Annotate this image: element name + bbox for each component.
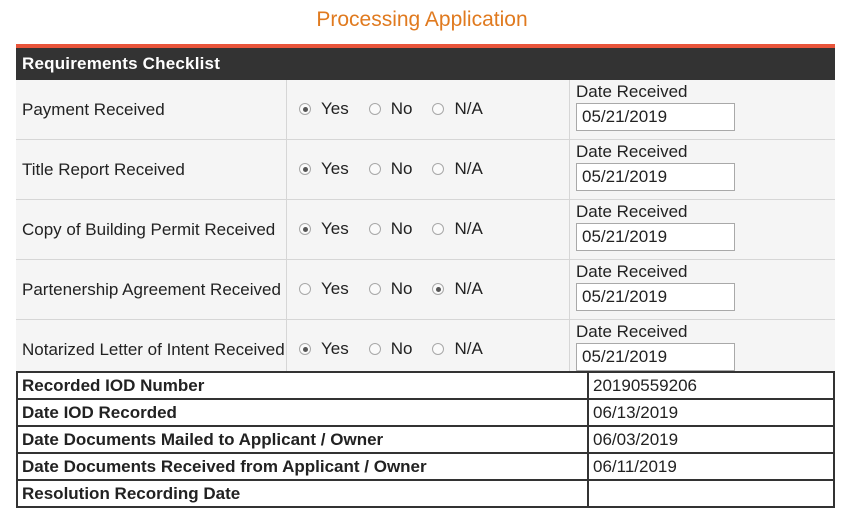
radio-option-yes[interactable] [299,159,349,179]
record-value: 06/03/2019 [588,426,834,453]
date-received-input[interactable] [576,343,735,371]
radio-option-na[interactable] [432,279,482,299]
radio-button-no[interactable] [369,283,381,295]
radio-button-yes[interactable] [299,103,311,115]
radio-label: No [390,219,413,238]
record-row [17,453,834,480]
radio-button-na[interactable] [432,343,444,355]
requirement-label: Title Report Received [16,140,287,200]
answer-radio-group [287,80,570,140]
record-label: Date Documents Received from Applicant / Owner [17,453,588,480]
radio-label: No [390,99,413,118]
date-received-label: Date Received [576,322,688,341]
radio-button-na[interactable] [432,223,444,235]
radio-option-na[interactable] [432,219,482,239]
date-received-cell [570,80,836,140]
radio-label: Yes [321,219,349,238]
radio-option-yes[interactable] [299,99,349,119]
radio-option-no[interactable] [369,99,413,119]
radio-label: N/A [454,99,483,118]
record-row [17,399,834,426]
checklist-row [16,80,835,140]
requirement-label: Notarized Letter of Intent Received [16,320,287,380]
record-value [588,480,834,507]
section-header: Requirements Checklist [16,48,835,80]
date-received-label: Date Received [576,142,688,161]
record-label: Resolution Recording Date [17,480,588,507]
date-received-label: Date Received [576,262,688,281]
record-value: 06/11/2019 [588,453,834,480]
radio-button-yes[interactable] [299,223,311,235]
radio-label: No [390,339,413,358]
radio-option-no[interactable] [369,279,413,299]
radio-option-no[interactable] [369,339,413,359]
record-value: 06/13/2019 [588,399,834,426]
date-received-label: Date Received [576,82,688,101]
radio-label: Yes [321,279,349,298]
record-value: 20190559206 [588,372,834,399]
radio-label: N/A [454,339,483,358]
radio-option-yes[interactable] [299,219,349,239]
radio-button-yes[interactable] [299,343,311,355]
record-row [17,372,834,399]
date-received-cell [570,260,836,320]
record-label: Recorded IOD Number [17,372,588,399]
record-row [17,480,834,507]
radio-label: Yes [321,99,349,118]
radio-button-na[interactable] [432,283,444,295]
requirements-checklist [16,44,835,380]
answer-radio-group [287,200,570,260]
date-received-input[interactable] [576,103,735,131]
date-received-input[interactable] [576,163,735,191]
record-label: Date Documents Mailed to Applicant / Owner [17,426,588,453]
radio-option-no[interactable] [369,159,413,179]
radio-label: No [390,279,413,298]
radio-option-na[interactable] [432,159,482,179]
radio-option-yes[interactable] [299,339,349,359]
radio-label: Yes [321,159,349,178]
radio-button-no[interactable] [369,163,381,175]
radio-button-yes[interactable] [299,283,311,295]
checklist-row [16,140,835,200]
page-title: Processing Application [316,8,528,31]
radio-button-no[interactable] [369,103,381,115]
requirement-label: Partenership Agreement Received [16,260,287,320]
radio-label: N/A [454,159,483,178]
radio-button-no[interactable] [369,343,381,355]
records-table [16,371,835,508]
radio-button-no[interactable] [369,223,381,235]
checklist-row [16,200,835,260]
date-received-input[interactable] [576,283,735,311]
date-received-cell [570,200,836,260]
radio-label: N/A [454,219,483,238]
radio-button-yes[interactable] [299,163,311,175]
radio-label: No [390,159,413,178]
checklist-table [16,80,835,380]
radio-label: N/A [454,279,483,298]
requirement-label: Payment Received [16,80,287,140]
answer-radio-group [287,140,570,200]
date-received-input[interactable] [576,223,735,251]
radio-option-na[interactable] [432,339,482,359]
radio-label: Yes [321,339,349,358]
radio-button-na[interactable] [432,163,444,175]
radio-button-na[interactable] [432,103,444,115]
radio-option-yes[interactable] [299,279,349,299]
radio-option-na[interactable] [432,99,482,119]
date-received-label: Date Received [576,202,688,221]
answer-radio-group [287,260,570,320]
checklist-row [16,260,835,320]
record-label: Date IOD Recorded [17,399,588,426]
date-received-cell [570,140,836,200]
radio-option-no[interactable] [369,219,413,239]
requirement-label: Copy of Building Permit Received [16,200,287,260]
record-row [17,426,834,453]
